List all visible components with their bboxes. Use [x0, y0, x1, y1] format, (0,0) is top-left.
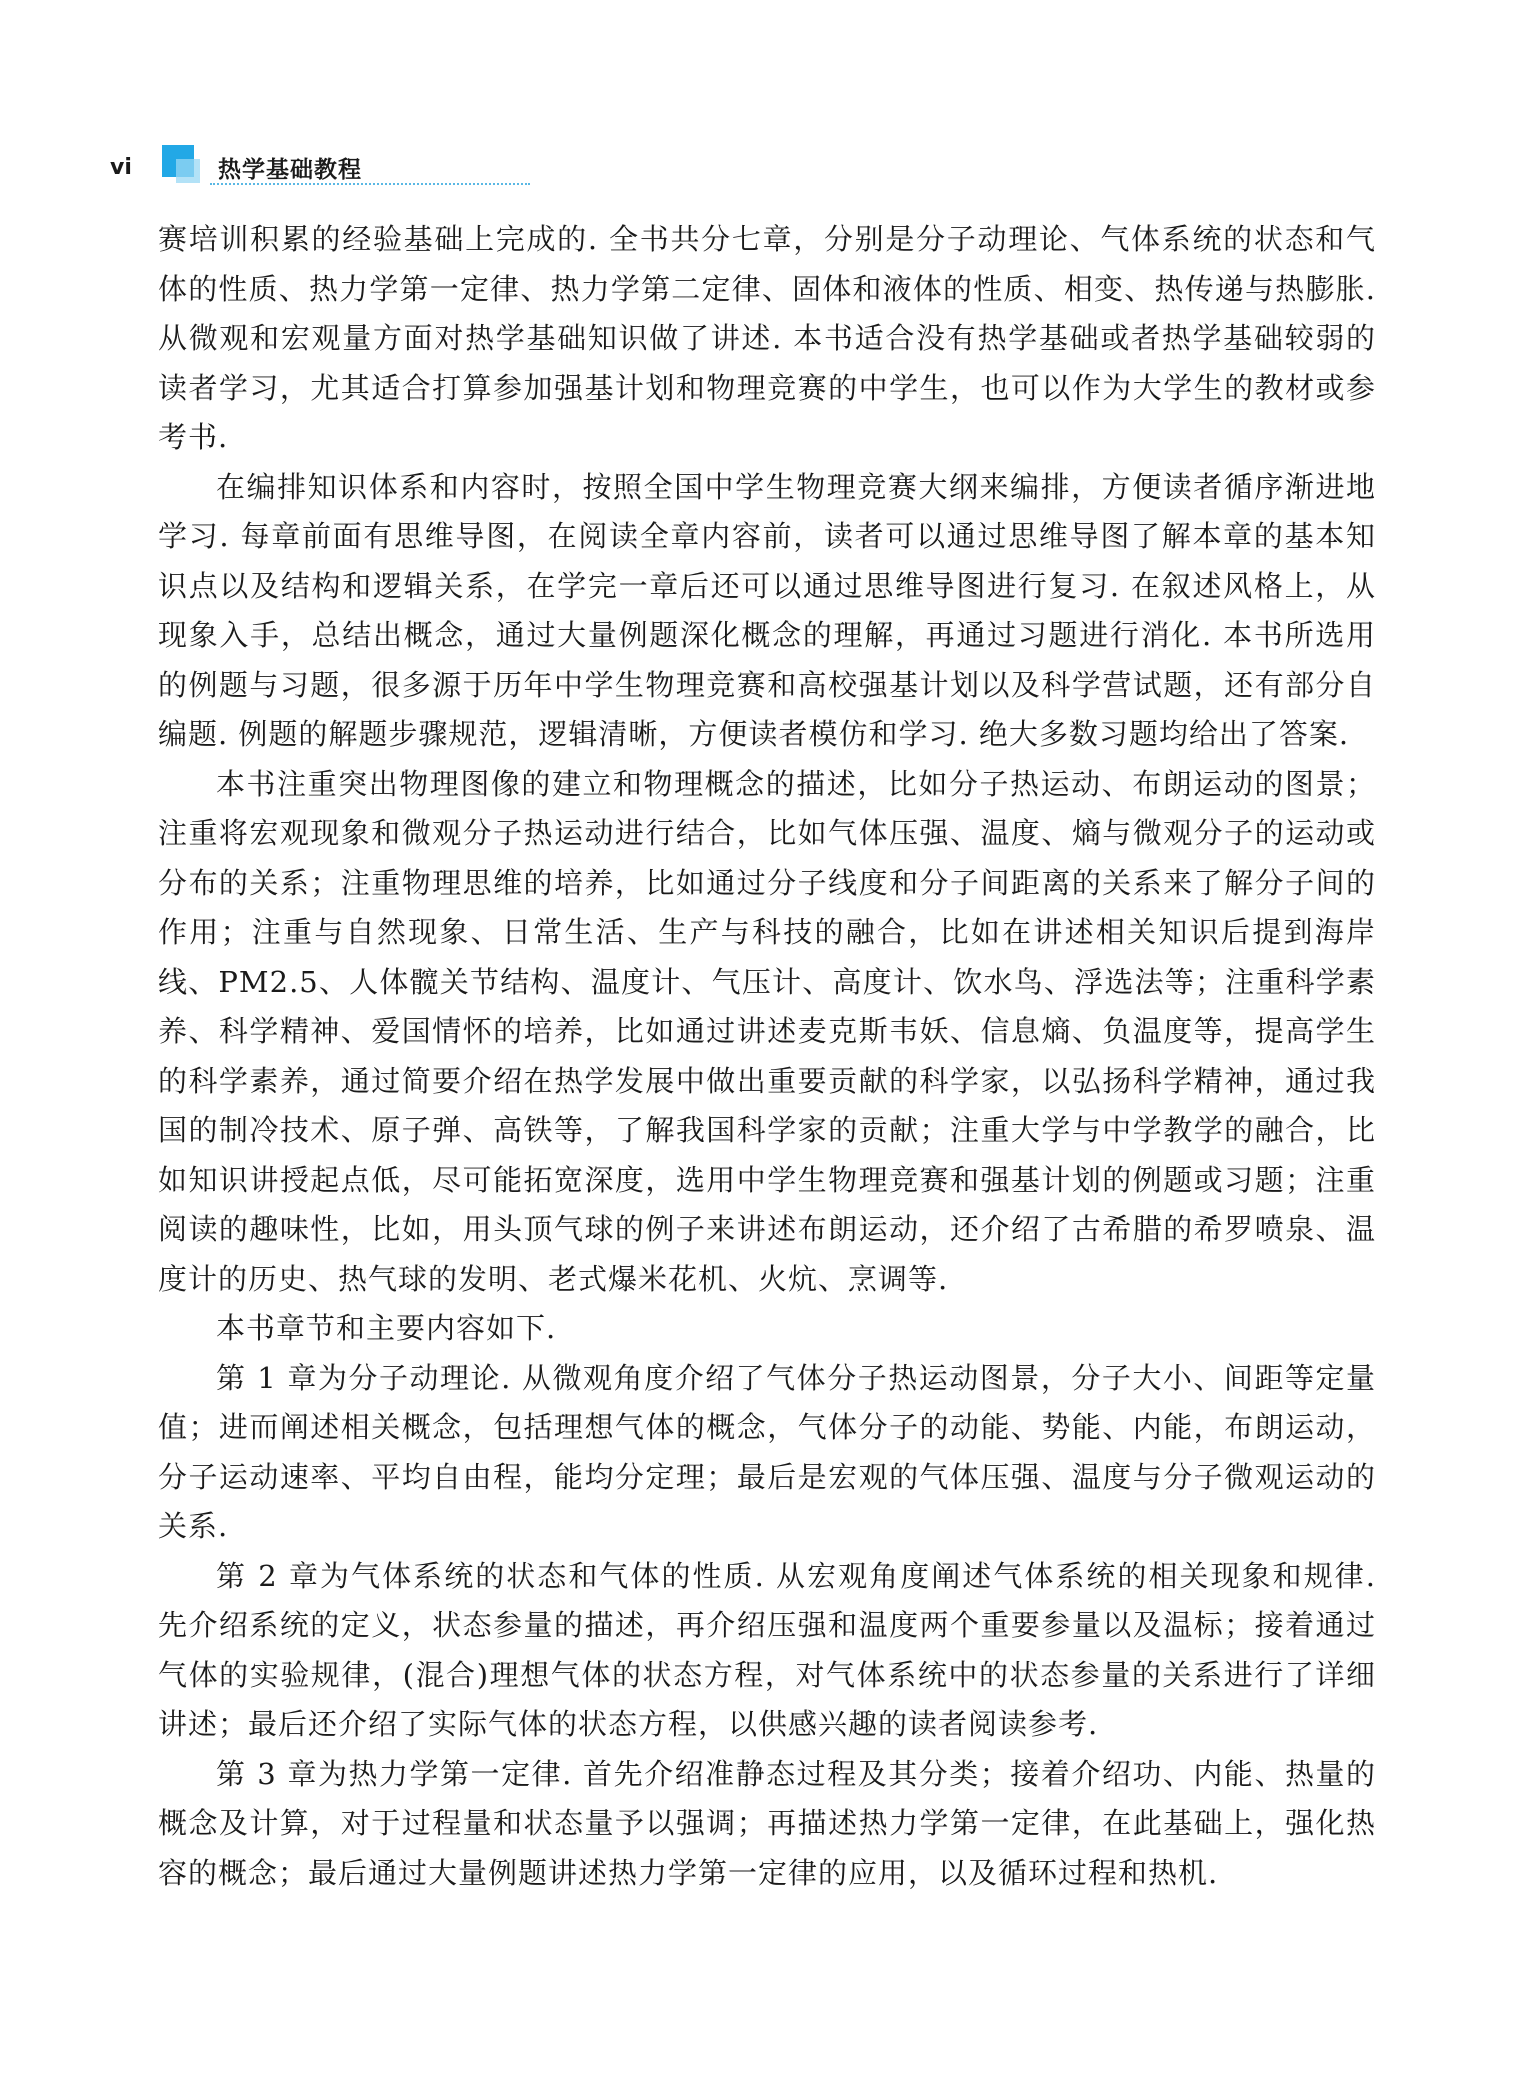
- page-header: [110, 145, 530, 185]
- paragraph: 第 1 章为分子动理论. 从微观角度介绍了气体分子热运动图景，分子大小、间距等定量值；进而阐述相关概念，包括理想气体的概念，气体分子的动能、势能、内能，布朗运动，分子运动速率、平均自由程，能均分定理；最后是宏观的气体压强、温度与分子微观运动的关系.: [158, 1360, 1376, 1543]
- paragraph: 第 2 章为气体系统的状态和气体的性质. 从宏观角度阐述气体系统的相关现象和规律. 先介绍系统的定义，状态参量的描述，再介绍压强和温度两个重要参量以及温标；接着通过气体的实验规律，(混合)理想气体的状态方程，对气体系统中的状态参量的关系进行了详细讲述；最后还介绍了实际气体的状态方程，以供感兴趣的读者阅读参考.: [158, 1558, 1376, 1741]
- page-number: vi: [110, 155, 132, 180]
- header-square-shade-icon: [176, 159, 200, 183]
- paragraph: 本书章节和主要内容如下.: [216, 1311, 557, 1345]
- body-text: [158, 215, 1376, 1898]
- paragraph: 第 3 章为热力学第一定律. 首先介绍准静态过程及其分类；接着介绍功、内能、热量的概念及计算，对于过程量和状态量予以强调；再描述热力学第一定律，在此基础上，强化热容的概念；最后通过大量例题讲述热力学第一定律的应用，以及循环过程和热机.: [158, 1756, 1376, 1890]
- paragraph: 在编排知识体系和内容时，按照全国中学生物理竞赛大纲来编排，方便读者循序渐进地学习. 每章前面有思维导图，在阅读全章内容前，读者可以通过思维导图了解本章的基本知识点以及结构和逻辑关系，在学完一章后还可以通过思维导图进行复习. 在叙述风格上，从现象入手，总结出概念，通过大量例题深化概念的理解，再通过习题进行消化. 本书所选用的例题与习题，很多源于历年中学生物理竞赛和高校强基计划以及科学营试题，还有部分自编题. 例题的解题步骤规范，逻辑清晰，方便读者模仿和学习. 绝大多数习题均给出了答案.: [158, 469, 1376, 751]
- paragraph: 赛培训积累的经验基础上完成的. 全书共分七章，分别是分子动理论、气体系统的状态和气体的性质、热力学第一定律、热力学第二定律、固体和液体的性质、相变、热传递与热膨胀. 从微观和宏观量方面对热学基础知识做了讲述. 本书适合没有热学基础或者热学基础较弱的读者学习，尤其适合打算参加强基计划和物理竞赛的中学生，也可以作为大学生的教材或参考书.: [158, 222, 1376, 454]
- paragraph: 本书注重突出物理图像的建立和物理概念的描述，比如分子热运动、布朗运动的图景；注重将宏观现象和微观分子热运动进行结合，比如气体压强、温度、熵与微观分子的运动或分布的关系；注重物理思维的培养，比如通过分子线度和分子间距离的关系来了解分子间的作用；注重与自然现象、日常生活、生产与科技的融合，比如在讲述相关知识后提到海岸线、PM2.5、人体髋关节结构、温度计、气压计、高度计、饮水鸟、浮选法等；注重科学素养、科学精神、爱国情怀的培养，比如通过讲述麦克斯韦妖、信息熵、负温度等，提高学生的科学素养，通过简要介绍在热学发展中做出重要贡献的科学家，以弘扬科学精神，通过我国的制冷技术、原子弹、高铁等，了解我国科学家的贡献；注重大学与中学教学的融合，比如知识讲授起点低，尽可能拓宽深度，选用中学生物理竞赛和强基计划的例题或习题；注重阅读的趣味性，比如，用头顶气球的例子来讲述布朗运动，还介绍了古希腊的希罗喷泉、温度计的历史、热气球的发明、老式爆米花机、火炕、烹调等.: [158, 766, 1376, 1296]
- header-divider: [210, 183, 530, 185]
- running-title: 热学基础教程: [218, 157, 362, 183]
